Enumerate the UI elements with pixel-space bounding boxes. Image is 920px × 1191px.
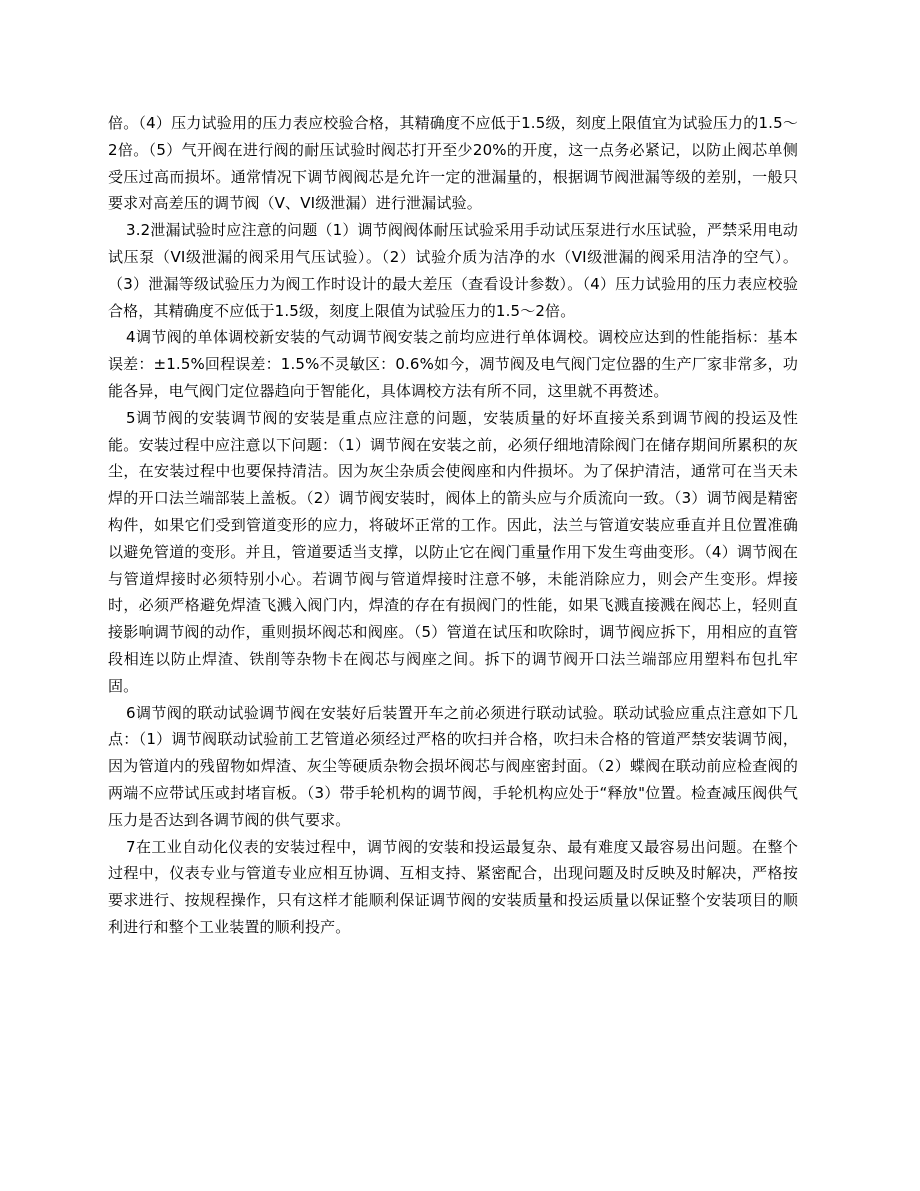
paragraph-pressure-test-continued: 倍。（4）压力试验用的压力表应校验合格，其精确度不应低于1.5级，刻度上限值宜为试验压力的1.5～2倍。（5）气开阀在进行阀的耐压试验时阀芯打开至少20%的开度，这一点务必紧记，以防止阀芯单侧受压过高而损坏。通常情况下调节阀阀芯是允许一定的泄漏量的，根据调节阀泄漏等级的差别，一般只要求对高差压的调节阀（V、VI级泄漏）进行泄漏试验。 xyxy=(108,114,798,213)
paragraph-3-2-leak-test: 3.2泄漏试验时应注意的问题（1）调节阀阀体耐压试验采用手动试压泵进行水压试验，严禁采用电动试压泵（VI级泄漏的阀采用气压试验）。（2）试验介质为洁净的水（VI级泄漏的阀采用洁净的空气）。（3）泄漏等级试验压力为阀工作时设计的最大差压（查看设计参数）。（4）压力试验用的压力表应校验合格，其精确度不应低于1.5级，刻度上限值为试验压力的1.5～2倍。 xyxy=(108,221,798,320)
paragraph-4-single-calibration: 4调节阀的单体调校新安装的气动调节阀安装之前均应进行单体调校。调校应达到的性能指标：基本误差：±1.5%回程误差：1.5%不灵敏区：0.6%如今，凋节阀及电气阀门定位器的生产厂家非常多，功能各异，电气阀门定位器趋向于智能化，具体调校方法有所不同，这里就不再赘述。 xyxy=(108,328,798,400)
paragraph-7-summary: 7在工业自动化仪表的安装过程中，调节阀的安装和投运最复杂、最有难度又最容易出问题。在整个过程中，仪表专业与管道专业应相互协调、互相支持、紧密配合，出现问题及时反映及时解决，严格按要求进行、按规程操作，只有这样才能顺利保证调节阀的安装质量和投运质量以保证整个安装项目的顺利进行和整个工业装置的顺利投产。 xyxy=(108,837,798,936)
document-body xyxy=(108,110,798,941)
paragraph-6-linkage-test: 6调节阀的联动试验调节阀在安装好后装置开车之前必须进行联动试验。联动试验应重点注意如下几点：（1）调节阀联动试验前工艺管道必须经过严格的吹扫并合格，吹扫未合格的管道严禁安装调节阀，因为管道内的残留物如焊渣、灰尘等硬质杂物会损坏阀芯与阀座密封面。（2）蝶阀在联动前应检查阀的两端不应带试压或封堵盲板。（3）带手轮机构的调节阀，手轮机构应处于“释放"位置。检查减压阀供气压力是否达到各调节阀的供气要求。 xyxy=(108,703,798,829)
paragraph-5-installation: 5调节阀的安装调节阀的安装是重点应注意的问题，安装质量的好坏直接关系到调节阀的投运及性能。安装过程中应注意以下问题：（1）调节阀在安装之前，必须仔细地清除阀门在储存期间所累积的灰尘，在安装过程中也要保持清洁。因为灰尘杂质会使阀座和内件损坏。为了保护清洁，通常可在当天未焊的开口法兰端部装上盖板。（2）调节阀安装时，阀体上的箭头应与介质流向一致。（3）调节阀是精密构件，如果它们受到管道变形的应力，将破坏正常的工作。因此，法兰与管道安装应垂直并且位置准确以避免管道的变形。并且，管道要适当支撑，以防止它在阀门重量作用下发生弯曲变形。（4）调节阀在与管道焊接时必须特别小心。若调节阀与管道焊接时注意不够，未能消除应力，则会产生变形。焊接时，必须严格避免焊渣飞溅入阀门内，焊渣的存在有损阀门的性能，如果飞溅直接溅在阀芯上，轻则直接影响调节阀的动作，重则损坏阀芯和阀座。（5）管道在试压和吹除时，调节阀应拆下，用相应的直管段相连以防止焊渣、铁削等杂物卡在阀芯与阀座之间。拆下的调节阀开口法兰端部应用塑料布包扎牢固。 xyxy=(108,408,798,695)
